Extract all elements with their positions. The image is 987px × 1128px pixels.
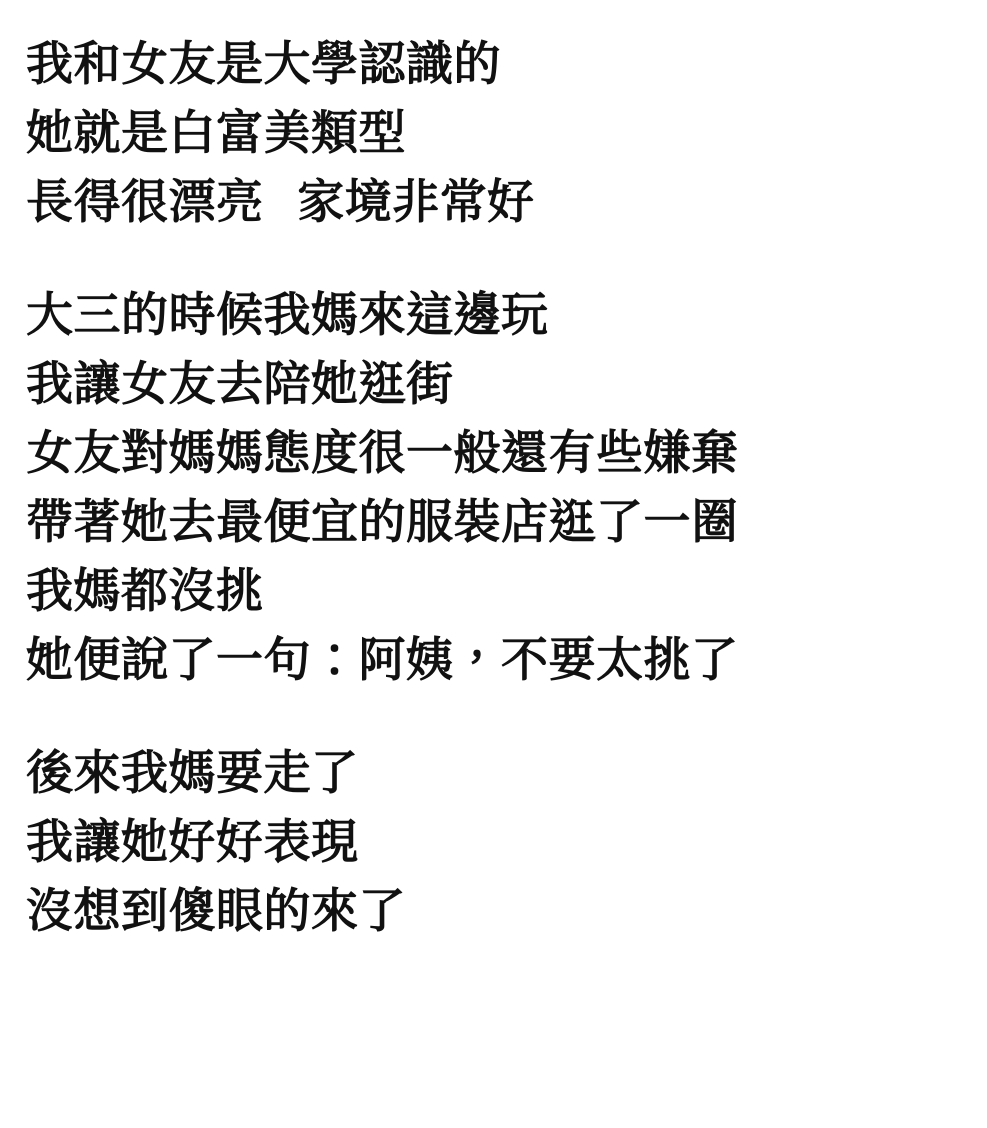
text-line: 我讓她好好表現 xyxy=(26,815,359,870)
text-line: 大三的時候我媽來這邊玩 xyxy=(26,288,549,343)
text-line: 我媽都沒挑 xyxy=(26,564,264,619)
text-line: 她便說了一句：阿姨，不要太挑了 xyxy=(26,633,739,688)
paragraph-2 xyxy=(26,281,967,695)
text-line: 我和女友是大學認識的 xyxy=(26,37,501,92)
text-line: 女友對媽媽態度很一般還有些嫌棄 xyxy=(26,426,739,481)
paragraph-1 xyxy=(26,30,967,237)
paragraph-3 xyxy=(26,739,967,946)
text-line: 長得很漂亮 家境非常好 xyxy=(26,175,535,230)
text-line: 沒想到傻眼的來了 xyxy=(26,884,406,939)
text-line: 帶著她去最便宜的服裝店逛了一圈 xyxy=(26,495,739,550)
text-line: 後來我媽要走了 xyxy=(26,746,359,801)
text-line: 我讓女友去陪她逛街 xyxy=(26,357,454,412)
text-line: 她就是白富美類型 xyxy=(26,106,406,161)
